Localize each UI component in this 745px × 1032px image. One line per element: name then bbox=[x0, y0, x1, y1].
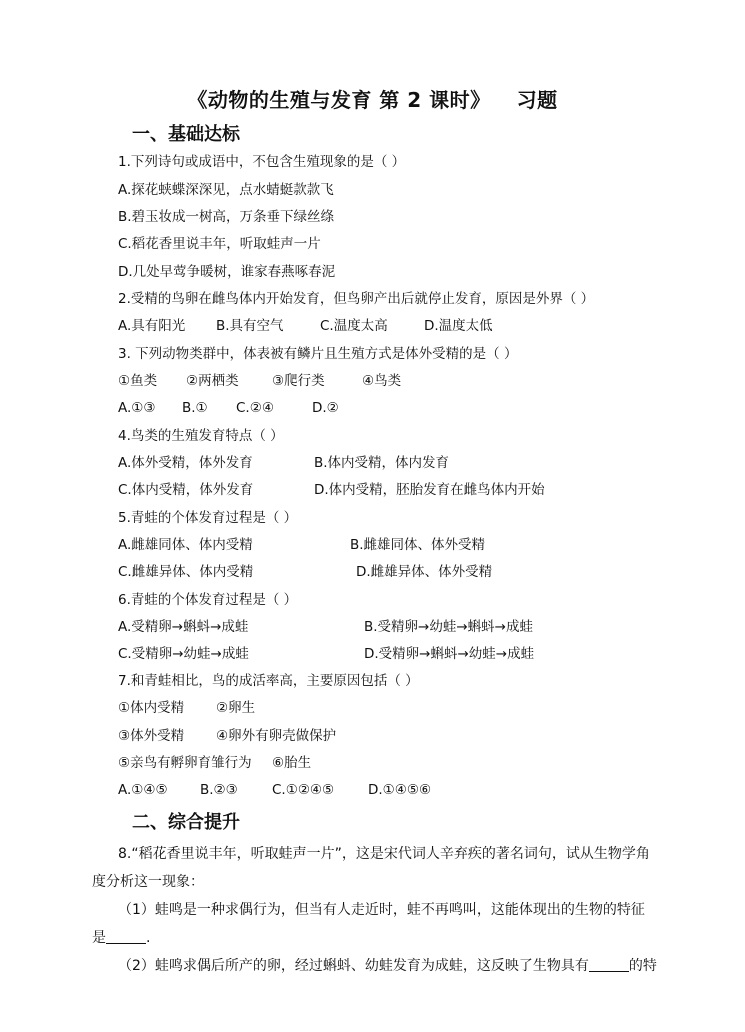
question-3-option-a: A.①③ bbox=[118, 400, 156, 416]
question-5-option-d: D.雌雄异体、体外受精 bbox=[356, 564, 493, 580]
question-2-option-a: A.具有阳光 bbox=[118, 318, 186, 334]
question-7-option-d: D.①④⑤⑥ bbox=[368, 782, 432, 798]
question-4-option-c: C.体内受精，体外发育 bbox=[118, 482, 254, 498]
section-heading-advanced: 二、综合提升 bbox=[132, 812, 240, 833]
question-3-item-1: ①鱼类 bbox=[118, 373, 158, 389]
question-3-option-b: B.① bbox=[182, 400, 208, 416]
question-4-option-a: A.体外受精，体外发育 bbox=[118, 455, 253, 471]
question-1-option-d: D.几处早莺争暖树，谁家春燕啄春泥 bbox=[118, 264, 336, 280]
question-8-part-2 bbox=[92, 952, 658, 980]
question-3-item-4: ④鸟类 bbox=[362, 373, 402, 389]
question-6-option-c: C.受精卵→幼蛙→成蛙 bbox=[118, 646, 249, 662]
question-1-option-a: A.探花蛱蝶深深见，点水蜻蜓款款飞 bbox=[118, 182, 334, 198]
question-8-part-1-end: . bbox=[146, 930, 151, 946]
question-8-part-2-text: （2）蛙鸣求偶后所产的卵，经过蝌蚪、幼蛙发育为成蛙，这反映了生物具有 bbox=[118, 958, 589, 974]
question-4-option-b: B.体内受精，体内发育 bbox=[314, 455, 450, 471]
question-5-option-b: B.雌雄同体、体外受精 bbox=[350, 537, 486, 553]
question-8-stem bbox=[92, 840, 658, 896]
question-7-item-4: ④卵外有卵壳做保护 bbox=[216, 728, 337, 744]
question-8-stem-text: 8.“稻花香里说丰年，听取蛙声一片”，这是宋代词人辛弃疾的著名词句，试从生物学角度分析这一现象： bbox=[92, 846, 650, 890]
question-7-option-c: C.①②④⑤ bbox=[272, 782, 335, 798]
question-2-option-b: B.具有空气 bbox=[216, 318, 284, 334]
question-7-item-5: ⑤亲鸟有孵卵育雏行为 bbox=[118, 755, 252, 771]
question-2-option-c: C.温度太高 bbox=[320, 318, 388, 334]
question-5-stem: 5.青蛙的个体发育过程是（ ） bbox=[118, 510, 298, 526]
question-3-option-d: D.② bbox=[312, 400, 339, 416]
question-1-option-b: B.碧玉妆成一树高，万条垂下绿丝绦 bbox=[118, 209, 335, 225]
title-suffix: 习题 bbox=[516, 88, 558, 112]
document-title bbox=[0, 84, 745, 113]
question-3-item-3: ③爬行类 bbox=[272, 373, 325, 389]
question-3-item-2: ②两栖类 bbox=[186, 373, 239, 389]
question-3-stem: 3. 下列动物类群中，体表被有鳞片且生殖方式是体外受精的是（ ） bbox=[118, 346, 518, 362]
question-8-part-1 bbox=[92, 896, 658, 952]
question-6-option-a: A.受精卵→蝌蚪→成蛙 bbox=[118, 619, 249, 635]
title-main: 《动物的生殖与发育 第 2 课时》 bbox=[187, 88, 491, 112]
question-8-part-2-end: 的特 bbox=[628, 958, 657, 974]
question-1-stem: 1.下列诗句或成语中，不包含生殖现象的是（ ） bbox=[118, 154, 406, 170]
question-7-item-1: ①体内受精 bbox=[118, 700, 185, 716]
question-6-stem: 6.青蛙的个体发育过程是（ ） bbox=[118, 592, 298, 608]
question-5-option-a: A.雌雄同体、体内受精 bbox=[118, 537, 253, 553]
question-8-part-1-text: （1）蛙鸣是一种求偶行为，但当有人走近时，蛙不再鸣叫，这能体现出的生物的特征是 bbox=[92, 902, 645, 946]
question-7-option-b: B.②③ bbox=[200, 782, 238, 798]
question-6-option-d: D.受精卵→蝌蚪→幼蛙→成蛙 bbox=[364, 646, 535, 662]
question-7-item-2: ②卵生 bbox=[216, 700, 256, 716]
question-4-stem: 4.鸟类的生殖发育特点（ ） bbox=[118, 428, 284, 444]
question-7-option-a: A.①④⑤ bbox=[118, 782, 168, 798]
section-heading-basic: 一、基础达标 bbox=[132, 124, 240, 145]
question-7-stem: 7.和青蛙相比，鸟的成活率高，主要原因包括（ ） bbox=[118, 673, 419, 689]
answer-blank-1[interactable] bbox=[106, 929, 146, 944]
question-2-stem: 2.受精的鸟卵在雌鸟体内开始发育，但鸟卵产出后就停止发育，原因是外界（ ） bbox=[118, 291, 595, 307]
question-4-option-d: D.体内受精，胚胎发育在雌鸟体内开始 bbox=[314, 482, 545, 498]
question-2-option-d: D.温度太低 bbox=[424, 318, 493, 334]
question-3-option-c: C.②④ bbox=[236, 400, 274, 416]
question-5-option-c: C.雌雄异体、体内受精 bbox=[118, 564, 254, 580]
answer-blank-2[interactable] bbox=[589, 957, 629, 972]
question-1-option-c: C.稻花香里说丰年，听取蛙声一片 bbox=[118, 236, 321, 252]
question-6-option-b: B.受精卵→幼蛙→蝌蚪→成蛙 bbox=[364, 619, 533, 635]
question-7-item-6: ⑥胎生 bbox=[272, 755, 312, 771]
question-7-item-3: ③体外受精 bbox=[118, 728, 185, 744]
